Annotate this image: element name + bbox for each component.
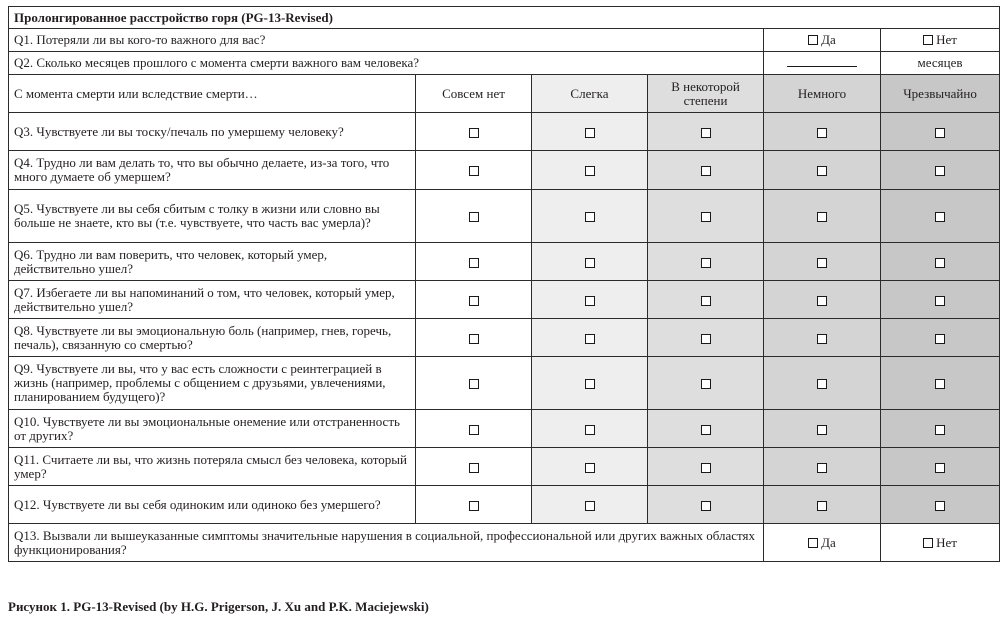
answer-cell-not-at-all[interactable] bbox=[416, 281, 532, 319]
checkbox-icon[interactable] bbox=[808, 538, 818, 548]
answer-cell-extremely[interactable] bbox=[881, 357, 1000, 410]
question-text: Q5. Чувствуете ли вы себя сбитым с толку в жизни или словно вы больше не знаете, кто вы (т.е. чувствуете, что часть вас умерла)? bbox=[9, 190, 416, 243]
checkbox-icon[interactable] bbox=[469, 258, 479, 268]
answer-cell-not-at-all[interactable] bbox=[416, 190, 532, 243]
checkbox-icon[interactable] bbox=[701, 379, 711, 389]
pg13-questionnaire-table bbox=[8, 6, 1000, 562]
q1-text: Q1. Потеряли ли вы кого-то важного для вас? bbox=[9, 29, 764, 52]
answer-cell-somewhat[interactable] bbox=[648, 410, 764, 448]
q1-no-label: Нет bbox=[936, 32, 957, 47]
months-blank-line[interactable] bbox=[787, 57, 857, 67]
checkbox-icon[interactable] bbox=[935, 425, 945, 435]
checkbox-icon[interactable] bbox=[701, 501, 711, 511]
answer-cell-extremely[interactable] bbox=[881, 281, 1000, 319]
answer-cell-not-at-all[interactable] bbox=[416, 113, 532, 151]
answer-cell-somewhat[interactable] bbox=[648, 357, 764, 410]
form-title: Пролонгированное расстройство горя (PG-13-Revised) bbox=[9, 7, 1000, 29]
answer-cell-quite[interactable] bbox=[764, 113, 881, 151]
checkbox-icon[interactable] bbox=[935, 463, 945, 473]
figure-caption: Рисунок 1. PG-13-Revised (by H.G. Prigerson, J. Xu and P.K. Maciejewski) bbox=[8, 599, 429, 614]
answer-cell-quite[interactable] bbox=[764, 448, 881, 486]
checkbox-icon[interactable] bbox=[935, 212, 945, 222]
answer-cell-somewhat[interactable] bbox=[648, 151, 764, 190]
question-row bbox=[9, 190, 1000, 243]
checkbox-icon[interactable] bbox=[817, 425, 827, 435]
q2-text: Q2. Сколько месяцев прошлого с момента смерти важного вам человека? bbox=[9, 52, 764, 75]
answer-cell-slightly[interactable] bbox=[532, 113, 648, 151]
answer-cell-extremely[interactable] bbox=[881, 410, 1000, 448]
checkbox-icon[interactable] bbox=[817, 296, 827, 306]
checkbox-icon[interactable] bbox=[469, 463, 479, 473]
checkbox-icon[interactable] bbox=[585, 379, 595, 389]
checkbox-icon[interactable] bbox=[585, 425, 595, 435]
answer-cell-somewhat[interactable] bbox=[648, 190, 764, 243]
answer-cell-slightly[interactable] bbox=[532, 243, 648, 281]
answer-cell-slightly[interactable] bbox=[532, 486, 648, 524]
question-text: Q11. Считаете ли вы, что жизнь потеряла смысл без человека, который умер? bbox=[9, 448, 416, 486]
answer-cell-slightly[interactable] bbox=[532, 357, 648, 410]
answer-cell-somewhat[interactable] bbox=[648, 281, 764, 319]
checkbox-icon[interactable] bbox=[469, 296, 479, 306]
q2-months-field[interactable] bbox=[764, 52, 881, 75]
answer-cell-somewhat[interactable] bbox=[648, 243, 764, 281]
answer-cell-quite[interactable] bbox=[764, 319, 881, 357]
question-text: Q10. Чувствуете ли вы эмоциональные онемение или отстраненность от других? bbox=[9, 410, 416, 448]
checkbox-icon[interactable] bbox=[701, 334, 711, 344]
q1-no-option[interactable] bbox=[881, 29, 1000, 52]
answer-cell-somewhat[interactable] bbox=[648, 113, 764, 151]
checkbox-icon[interactable] bbox=[923, 538, 933, 548]
answer-cell-quite[interactable] bbox=[764, 486, 881, 524]
question-row bbox=[9, 319, 1000, 357]
answer-cell-somewhat[interactable] bbox=[648, 448, 764, 486]
answer-cell-extremely[interactable] bbox=[881, 319, 1000, 357]
checkbox-icon[interactable] bbox=[935, 379, 945, 389]
checkbox-icon[interactable] bbox=[585, 296, 595, 306]
checkbox-icon[interactable] bbox=[935, 166, 945, 176]
answer-cell-somewhat[interactable] bbox=[648, 319, 764, 357]
checkbox-icon[interactable] bbox=[469, 425, 479, 435]
scale-option-slightly: Слегка bbox=[532, 75, 648, 113]
q13-no-option[interactable] bbox=[881, 524, 1000, 562]
question-row bbox=[9, 151, 1000, 190]
answer-cell-extremely[interactable] bbox=[881, 190, 1000, 243]
answer-cell-slightly[interactable] bbox=[532, 319, 648, 357]
question-text: Q4. Трудно ли вам делать то, что вы обычно делаете, из-за того, что много думаете об умершем? bbox=[9, 151, 416, 190]
question-row bbox=[9, 113, 1000, 151]
checkbox-icon[interactable] bbox=[585, 166, 595, 176]
checkbox-icon[interactable] bbox=[817, 258, 827, 268]
checkbox-icon[interactable] bbox=[585, 128, 595, 138]
q13-yes-label: Да bbox=[821, 534, 836, 550]
answer-cell-extremely[interactable] bbox=[881, 486, 1000, 524]
answer-cell-extremely[interactable] bbox=[881, 448, 1000, 486]
answer-cell-not-at-all[interactable] bbox=[416, 410, 532, 448]
checkbox-icon[interactable] bbox=[817, 166, 827, 176]
checkbox-icon[interactable] bbox=[808, 35, 818, 45]
answer-cell-quite[interactable] bbox=[764, 243, 881, 281]
question-row bbox=[9, 243, 1000, 281]
answer-cell-not-at-all[interactable] bbox=[416, 151, 532, 190]
checkbox-icon[interactable] bbox=[701, 212, 711, 222]
q13-no-label: Нет bbox=[936, 534, 957, 550]
checkbox-icon[interactable] bbox=[585, 463, 595, 473]
checkbox-icon[interactable] bbox=[585, 334, 595, 344]
question-text: Q7. Избегаете ли вы напоминаний о том, что человек, который умер, действительно ушел? bbox=[9, 281, 416, 319]
question-text: Q6. Трудно ли вам поверить, что человек, который умер, действительно ушел? bbox=[9, 243, 416, 281]
checkbox-icon[interactable] bbox=[701, 166, 711, 176]
checkbox-icon[interactable] bbox=[701, 128, 711, 138]
answer-cell-slightly[interactable] bbox=[532, 410, 648, 448]
checkbox-icon[interactable] bbox=[923, 35, 933, 45]
question-row bbox=[9, 486, 1000, 524]
checkbox-icon[interactable] bbox=[701, 258, 711, 268]
q1-row bbox=[9, 29, 1000, 52]
answer-cell-quite[interactable] bbox=[764, 190, 881, 243]
checkbox-icon[interactable] bbox=[701, 425, 711, 435]
answer-cell-slightly[interactable] bbox=[532, 281, 648, 319]
question-row bbox=[9, 281, 1000, 319]
scale-header-row bbox=[9, 75, 1000, 113]
checkbox-icon[interactable] bbox=[469, 212, 479, 222]
answer-cell-not-at-all[interactable] bbox=[416, 243, 532, 281]
answer-cell-not-at-all[interactable] bbox=[416, 486, 532, 524]
question-row bbox=[9, 448, 1000, 486]
answer-cell-slightly[interactable] bbox=[532, 448, 648, 486]
checkbox-icon[interactable] bbox=[935, 128, 945, 138]
checkbox-icon[interactable] bbox=[935, 501, 945, 511]
checkbox-icon[interactable] bbox=[817, 128, 827, 138]
question-text: Q3. Чувствуете ли вы тоску/печаль по умершему человеку? bbox=[9, 113, 416, 151]
answer-cell-slightly[interactable] bbox=[532, 151, 648, 190]
checkbox-icon[interactable] bbox=[817, 379, 827, 389]
q2-row bbox=[9, 52, 1000, 75]
question-row bbox=[9, 410, 1000, 448]
q2-unit-label: месяцев bbox=[881, 52, 1000, 75]
answer-cell-somewhat[interactable] bbox=[648, 486, 764, 524]
checkbox-icon[interactable] bbox=[817, 463, 827, 473]
checkbox-icon[interactable] bbox=[935, 258, 945, 268]
answer-cell-quite[interactable] bbox=[764, 151, 881, 190]
scale-intro: С момента смерти или вследствие смерти… bbox=[9, 75, 416, 113]
answer-cell-not-at-all[interactable] bbox=[416, 448, 532, 486]
question-text: Q8. Чувствуете ли вы эмоциональную боль (например, гнев, горечь, печаль), связанную со смертью? bbox=[9, 319, 416, 357]
checkbox-icon[interactable] bbox=[585, 501, 595, 511]
checkbox-icon[interactable] bbox=[469, 379, 479, 389]
q1-yes-label: Да bbox=[821, 32, 836, 47]
checkbox-icon[interactable] bbox=[469, 166, 479, 176]
checkbox-icon[interactable] bbox=[817, 212, 827, 222]
scale-option-not-at-all: Совсем нет bbox=[416, 75, 532, 113]
checkbox-icon[interactable] bbox=[469, 501, 479, 511]
answer-cell-not-at-all[interactable] bbox=[416, 357, 532, 410]
scale-option-quite: Немного bbox=[764, 75, 881, 113]
checkbox-icon[interactable] bbox=[935, 296, 945, 306]
checkbox-icon[interactable] bbox=[469, 334, 479, 344]
q13-text: Q13. Вызвали ли вышеуказанные симптомы значительные нарушения в социальной, профессиональной или других важных областях функционирования? bbox=[9, 524, 764, 562]
scale-option-somewhat: В некоторой степени bbox=[648, 75, 764, 113]
title-row bbox=[9, 7, 1000, 29]
answer-cell-slightly[interactable] bbox=[532, 190, 648, 243]
q13-row bbox=[9, 524, 1000, 562]
answer-cell-quite[interactable] bbox=[764, 357, 881, 410]
checkbox-icon[interactable] bbox=[935, 334, 945, 344]
checkbox-icon[interactable] bbox=[469, 128, 479, 138]
answer-cell-quite[interactable] bbox=[764, 410, 881, 448]
checkbox-icon[interactable] bbox=[701, 296, 711, 306]
answer-cell-extremely[interactable] bbox=[881, 243, 1000, 281]
checkbox-icon[interactable] bbox=[585, 258, 595, 268]
checkbox-icon[interactable] bbox=[817, 334, 827, 344]
answer-cell-not-at-all[interactable] bbox=[416, 319, 532, 357]
question-text: Q9. Чувствуете ли вы, что у вас есть сложности с реинтеграцией в жизнь (например, проблемы с общением с друзьями, увлечениями, планированием будущего)? bbox=[9, 357, 416, 410]
answer-cell-extremely[interactable] bbox=[881, 151, 1000, 190]
q13-yes-option[interactable] bbox=[764, 524, 881, 562]
answer-cell-extremely[interactable] bbox=[881, 113, 1000, 151]
answer-cell-quite[interactable] bbox=[764, 281, 881, 319]
checkbox-icon[interactable] bbox=[817, 501, 827, 511]
checkbox-icon[interactable] bbox=[585, 212, 595, 222]
scale-option-extremely: Чрезвычайно bbox=[881, 75, 1000, 113]
question-text: Q12. Чувствуете ли вы себя одиноким или одиноко без умершего? bbox=[9, 486, 416, 524]
checkbox-icon[interactable] bbox=[701, 463, 711, 473]
q1-yes-option[interactable] bbox=[764, 29, 881, 52]
question-row bbox=[9, 357, 1000, 410]
